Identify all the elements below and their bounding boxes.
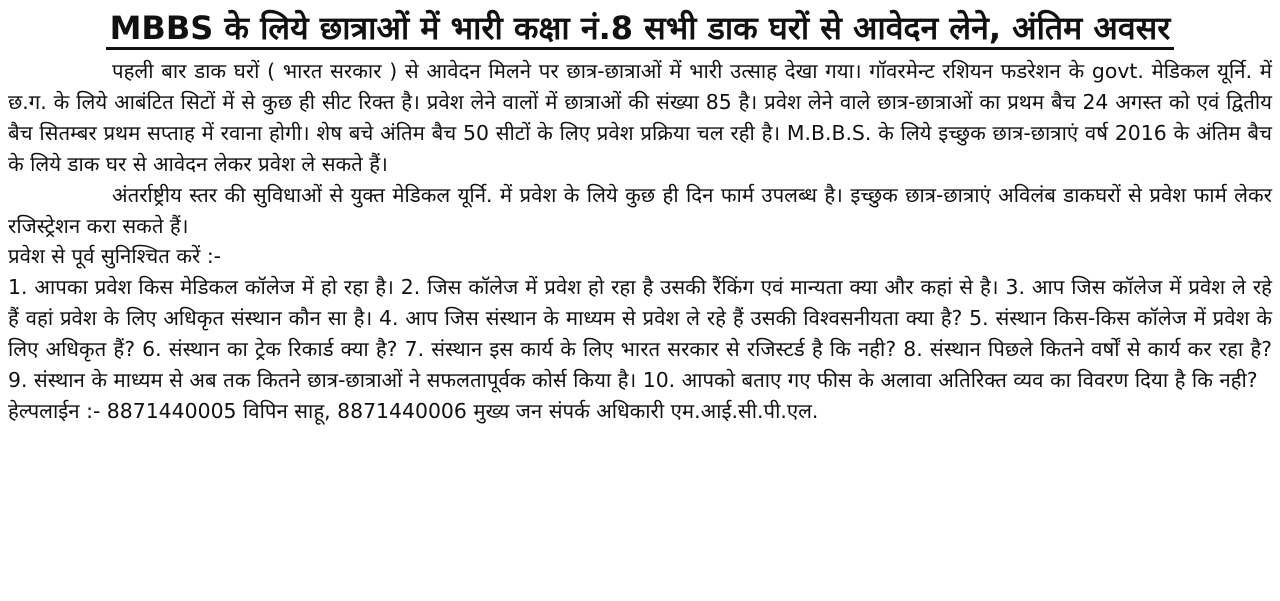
paragraph-intro: पहली बार डाक घरों ( भारत सरकार ) से आवेदन मिलने पर छात्र-छात्राओं में भारी उत्साह देखा गया। गॉवरमेन्ट रशियन फडरेशन के govt. मेडिकल यूर्नि. में छ.ग. के लिये आबंटित सिटों में से कुछ ही सीट रिक्त है। प्रवेश लेने वालों में छात्राओं की संख्या 85 है। प्रवेश लेने वाले छात्र-छात्राओं का प्रथम बैच 24 अगस्त को एवं द्वितीय बैच सितम्बर प्रथम सप्ताह में रवाना होगी। शेष बचे अंतिम बैच 50 सीटों के लिए प्रवेश प्रक्रिया चल रही है। M.B.B.S. के लिये इच्छुक छात्र-छात्राएं वर्ष 2016 के अंतिम बैच के लिये डाक घर से आवेदन लेकर प्रवेश ले सकते हैं। xyxy=(8,59,1272,176)
checklist-heading: प्रवेश से पूर्व सुनिश्चित करें :- xyxy=(8,244,222,269)
headline xyxy=(8,6,1272,50)
headline-text: MBBS के लिये छात्राओं में भारी कक्षा नं.8 सभी डाक घरों से आवेदन लेने, अंतिम अवसर xyxy=(106,9,1175,50)
checklist-text: 1. आपका प्रवेश किस मेडिकल कॉलेज में हो रहा है। 2. जिस कॉलेज में प्रवेश हो रहा है उसकी रैंकिंग एवं मान्यता क्या और कहां से है। 3. आप जिस कॉलेज में प्रवेश ले रहे हैं वहां प्रवेश के लिए अधिकृत संस्थान कौन सा है। 4. आप जिस संस्थान के माध्यम से प्रवेश ले रहे हैं उसकी विश्वसनीयता क्या है? 5. संस्थान किस-किस कॉलेज में प्रवेश के लिए अधिकृत हैं? 6. संस्थान का ट्रेक रिकार्ड क्या है? 7. संस्थान इस कार्य के लिए भारत सरकार से रजिस्टर्ड है कि नही? 8. संस्थान पिछले कितने वर्षों से कार्य कर रहा है? 9. संस्थान के माध्यम से अब तक कितने छात्र-छात्राओं ने सफलतापूर्वक कोर्स किया है। 10. आपको बताए गए फीस के अलावा अतिरिक्त व्यव का विवरण दिया है कि नही? xyxy=(8,275,1272,393)
article-body xyxy=(8,56,1272,427)
paragraph-second: अंतर्राष्ट्रीय स्तर की सुविधाओं से युक्त मेडिकल यूर्नि. में प्रवेश के लिये कुछ ही दिन फार्म उपलब्ध है। इच्छुक छात्र-छात्राएं अविलंब डाकघरों से प्रवेश फार्म लेकर रजिस्ट्रेशन करा सकते हैं। xyxy=(8,182,1272,238)
helpline: हेल्पलाईन :- 8871440005 विपिन साहू, 8871440006 मुख्य जन संपर्क अधिकारी एम.आई.सी.पी.एल. xyxy=(8,398,819,423)
